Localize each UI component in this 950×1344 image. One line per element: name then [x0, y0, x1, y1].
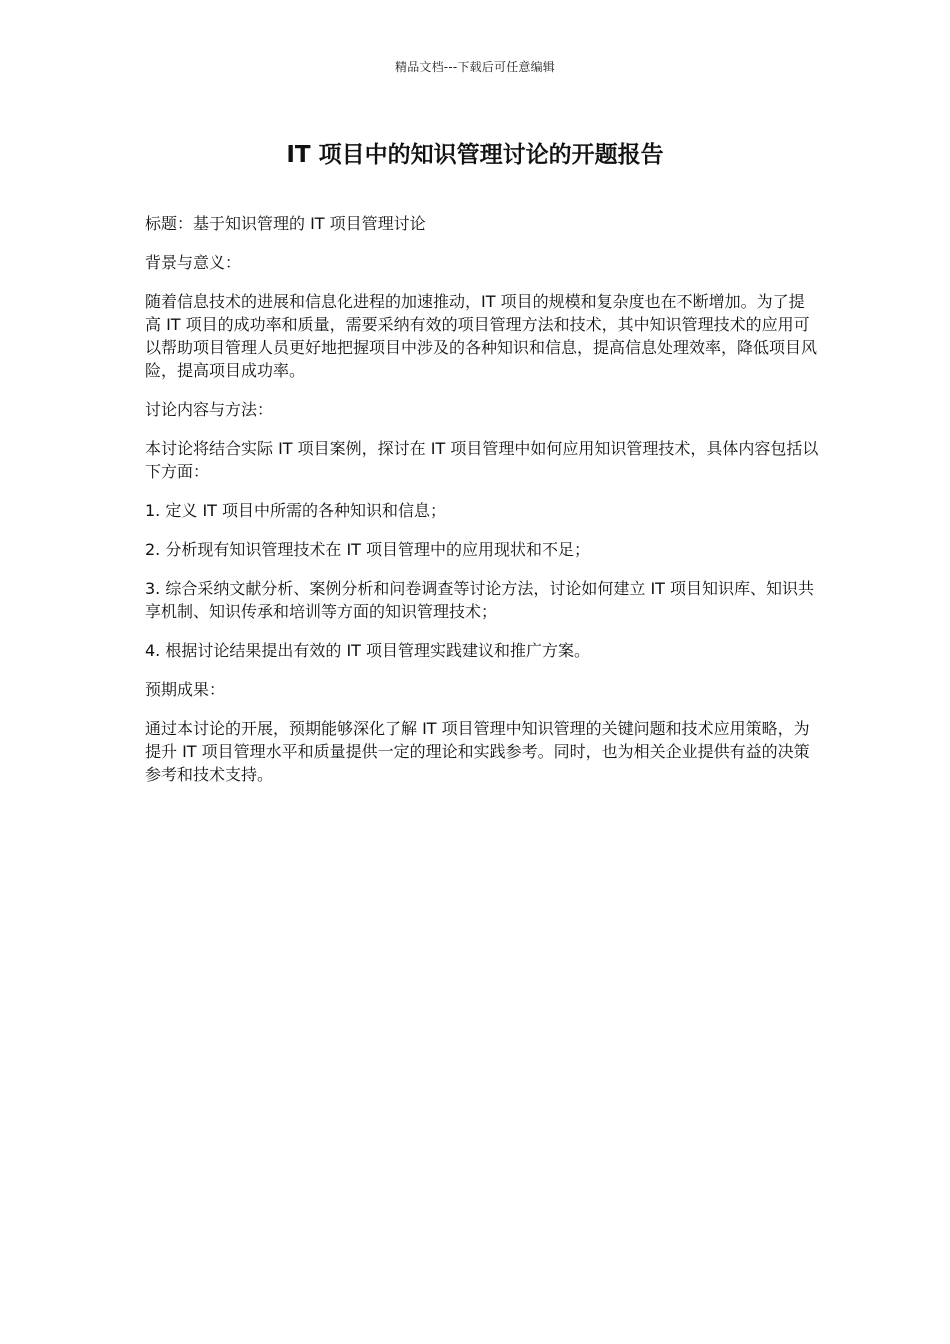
- content-intro-paragraph: 本讨论将结合实际 IT 项目案例，探讨在 IT 项目管理中如何应用知识管理技术，具体内容包括以下方面：: [145, 439, 819, 481]
- list-item: 4. 根据讨论结果提出有效的 IT 项目管理实践建议和推广方案。: [145, 641, 591, 660]
- document-body: [145, 212, 820, 802]
- list-item: 3. 综合采纳文献分析、案例分析和问卷调查等讨论方法，讨论如何建立 IT 项目知识库、知识共享机制、知识传承和培训等方面的知识管理技术；: [145, 579, 815, 621]
- document-title: IT 项目中的知识管理讨论的开题报告: [286, 142, 664, 168]
- expected-results-paragraph: 通过本讨论的开展，预期能够深化了解 IT 项目管理中知识管理的关键问题和技术应用策略，为提升 IT 项目管理水平和质量提供一定的理论和实践参考。同时，也为相关企业提供有益的决策参考和技术支持。: [145, 719, 810, 784]
- subject-line: 标题：基于知识管理的 IT 项目管理讨论: [145, 214, 426, 233]
- header-note: 精品文档---下载后可任意编辑: [395, 60, 555, 74]
- section-heading-expected-results: 预期成果：: [145, 680, 226, 699]
- background-paragraph: 随着信息技术的进展和信息化进程的加速推动，IT 项目的规模和复杂度也在不断增加。为了提高 IT 项目的成功率和质量，需要采纳有效的项目管理方法和技术，其中知识管理技术的应用可以帮助项目管理人员更好地把握项目中涉及的各种知识和信息，提高信息处理效率，降低项目风险，提高项目成功率。: [145, 292, 818, 380]
- section-heading-background: 背景与意义：: [145, 253, 242, 272]
- list-item: 1. 定义 IT 项目中所需的各种知识和信息；: [145, 501, 447, 520]
- section-heading-content-method: 讨论内容与方法：: [145, 400, 274, 419]
- list-item: 2. 分析现有知识管理技术在 IT 项目管理中的应用现状和不足；: [145, 540, 591, 559]
